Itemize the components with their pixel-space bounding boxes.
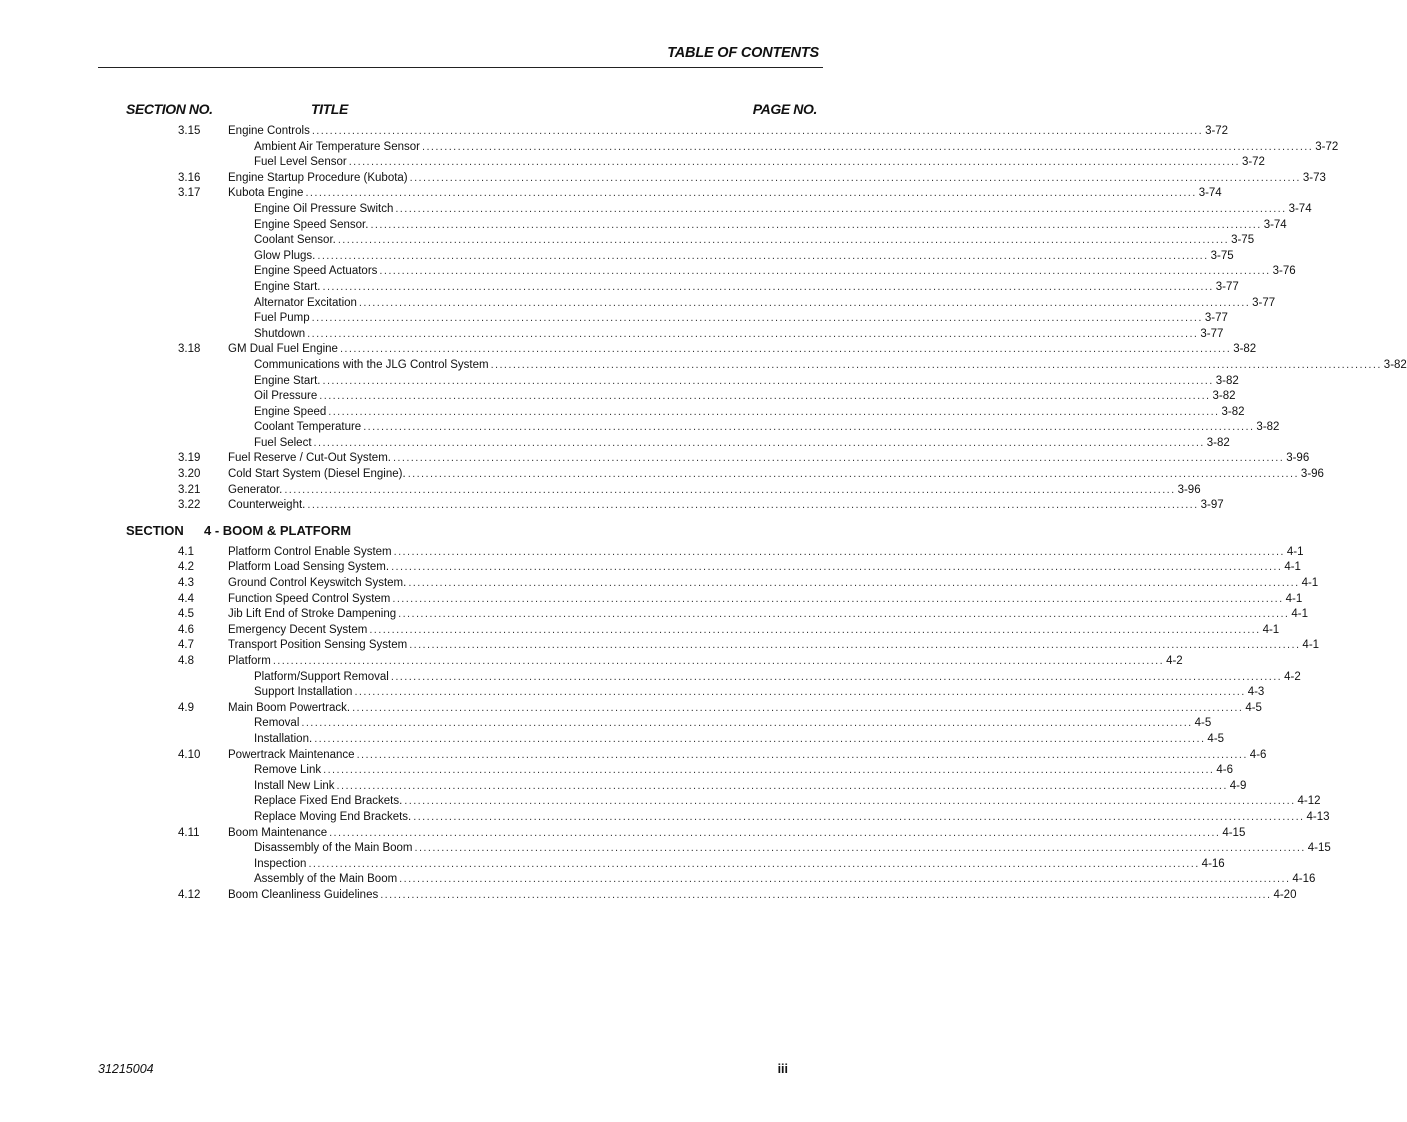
footer-page-number: iii [777, 1062, 788, 1076]
toc-entry-link[interactable] [254, 140, 1339, 156]
toc-entry-title: Support Installation [254, 686, 353, 699]
toc-entry-link[interactable] [228, 701, 1262, 717]
toc-entry-title: Engine Start. [254, 280, 321, 293]
toc-page-number: 3-82 [1221, 405, 1245, 418]
toc-row [0, 748, 1267, 764]
dot-leader: ........................................................................................................................................................................................................ [390, 670, 1283, 683]
toc-row [0, 451, 1310, 467]
toc-section-number: 4.3 [178, 577, 194, 590]
dot-leader: ........................................................................................................................................................................................................ [319, 390, 1211, 403]
toc-entry-title: Installation. [254, 732, 313, 745]
toc-row [0, 545, 1304, 561]
dot-leader: ........................................................................................................................................................................................................ [369, 623, 1261, 636]
toc-row [0, 186, 1222, 202]
toc-page-number: 4-1 [1302, 639, 1320, 652]
dot-leader: ........................................................................................................................................................................................................ [323, 764, 1215, 777]
toc-entry-link[interactable] [254, 763, 1233, 779]
dot-leader: ........................................................................................................................................................................................................ [314, 732, 1206, 745]
toc-entry-link[interactable] [228, 483, 1201, 499]
dot-leader: ........................................................................................................................................................................................................ [307, 499, 1199, 512]
toc-page-number: 4-15 [1307, 842, 1331, 855]
toc-entry-title: Jib Lift End of Stroke Dampening [228, 608, 397, 621]
toc-row [0, 638, 1320, 654]
dot-leader: ........................................................................................................................................................................................................ [490, 358, 1382, 371]
dot-leader: ........................................................................................................................................................................................................ [407, 468, 1299, 481]
toc-entry-title: Fuel Reserve / Cut-Out System. [228, 452, 391, 465]
toc-entry-link[interactable] [228, 498, 1224, 514]
toc-entry-title: Fuel Select [254, 436, 312, 449]
dot-leader: ........................................................................................................................................................................................................ [313, 436, 1205, 449]
toc-entry-title: Fuel Pump [254, 312, 310, 325]
dot-leader: ........................................................................................................................................................................................................ [395, 202, 1287, 215]
toc-section-number: 3.20 [178, 468, 201, 481]
toc-page-number: 3-96 [1177, 483, 1201, 496]
toc-entry-title: Engine Speed Sensor. [254, 218, 369, 231]
toc-row [0, 857, 1225, 873]
toc-page-number: 3-82 [1256, 421, 1280, 434]
dot-leader: ........................................................................................................................................................................................................ [311, 312, 1203, 325]
toc-entry-title: Platform [228, 655, 271, 667]
toc-entry-title: Glow Plugs. [254, 249, 316, 262]
toc-page-number: 3-73 [1302, 171, 1326, 184]
toc-row [0, 218, 1287, 234]
toc-entry-link[interactable] [254, 374, 1239, 390]
toc-entry-link[interactable] [228, 171, 1326, 187]
toc-row [0, 732, 1225, 748]
toc-entry-title: Ambient Air Temperature Sensor [254, 140, 420, 153]
dot-leader: ........................................................................................................................................................................................................ [336, 779, 1228, 792]
toc-page-number: 3-74 [1288, 202, 1312, 215]
toc-row [0, 592, 1303, 608]
toc-page-number: 3-82 [1215, 374, 1239, 387]
toc-entry-title: Engine Oil Pressure Switch [254, 202, 394, 215]
toc-row [0, 436, 1230, 452]
toc-entry-title: Ground Control Keyswitch System. [228, 577, 407, 590]
toc-section-number: 4.9 [178, 701, 194, 714]
toc-entry-title: Powertrack Maintenance [228, 748, 355, 761]
column-header-section: SECTION NO. [126, 101, 213, 117]
toc-section-number: 3.19 [178, 452, 201, 465]
dot-leader: ........................................................................................................................................................................................................ [272, 655, 1165, 667]
toc-entry-title: Main Boom Powertrack. [228, 701, 351, 714]
toc-page-number: 3-75 [1210, 249, 1234, 262]
toc-entry-link[interactable] [228, 576, 1319, 592]
toc-page-number: 3-75 [1231, 234, 1255, 247]
toc-entry-title: Kubota Engine [228, 187, 304, 200]
toc-page-number: 3-72 [1315, 140, 1339, 153]
toc-section-number: 4.8 [178, 655, 194, 667]
toc-page-number: 4-1 [1284, 561, 1301, 574]
toc-entry-title: Remove Link [254, 764, 322, 777]
toc-entry-link[interactable] [254, 732, 1225, 748]
toc-section-number: 4.10 [178, 748, 201, 761]
toc-page-number: 3-77 [1215, 280, 1239, 293]
toc-entry-link[interactable] [254, 218, 1287, 234]
dot-leader: ........................................................................................................................................................................................................ [399, 873, 1291, 886]
toc-entry-title: Install New Link [254, 779, 335, 792]
dot-leader: ........................................................................................................................................................................................................ [363, 421, 1255, 434]
toc-entry-link[interactable] [228, 748, 1267, 764]
column-header-page: PAGE NO. [752, 101, 817, 117]
toc-row [0, 872, 1316, 888]
dot-leader: ........................................................................................................................................................................................................ [305, 187, 1197, 200]
dot-leader: ........................................................................................................................................................................................................ [328, 405, 1220, 418]
toc-page-number: 4-1 [1286, 545, 1304, 558]
toc-entry-link[interactable] [254, 857, 1225, 873]
toc-entry-link[interactable] [228, 545, 1304, 561]
dot-leader: ........................................................................................................................................................................................................ [370, 218, 1262, 231]
toc-section-number: 3.21 [178, 483, 201, 496]
dot-leader: ........................................................................................................................................................................................................ [398, 608, 1290, 621]
toc-row [0, 171, 1326, 187]
toc-section-number: 4.1 [178, 545, 194, 558]
toc-row [0, 420, 1280, 436]
toc-page-number: 3-96 [1300, 468, 1324, 481]
toc-section-number: 4.2 [178, 561, 194, 574]
header-divider [98, 67, 823, 68]
toc-row [0, 296, 1276, 312]
toc-section-number: 4.4 [178, 592, 194, 605]
toc-row [0, 202, 1312, 218]
dot-leader: ........................................................................................................................................................................................................ [421, 140, 1314, 153]
toc-section-number: 4.11 [178, 826, 200, 839]
toc-entry-link[interactable] [228, 826, 1246, 842]
toc-page-number: 3-82 [1206, 436, 1230, 449]
toc-entry-link[interactable] [254, 716, 1212, 732]
toc-entry-title: Assembly of the Main Boom [254, 873, 398, 886]
toc-row [0, 607, 1308, 623]
toc-entry-link[interactable] [228, 467, 1324, 483]
toc-entry-link[interactable] [254, 311, 1228, 327]
toc-entry-title: Replace Fixed End Brackets. [254, 795, 403, 808]
toc-row [0, 841, 1331, 857]
toc-page-number: 3-97 [1200, 499, 1224, 512]
toc-page-number: 3-77 [1200, 327, 1224, 340]
toc-entry-title: Engine Controls [228, 125, 310, 137]
toc-row [0, 763, 1233, 779]
toc-entry-link[interactable] [228, 638, 1320, 654]
toc-entry-title: Transport Position Sensing System [228, 639, 408, 652]
dot-leader: ........................................................................................................................................................................................................ [358, 296, 1251, 309]
toc-entry-title: GM Dual Fuel Engine [228, 343, 338, 356]
toc-entry-link[interactable] [228, 888, 1297, 904]
toc-entry-title: Alternator Excitation [254, 296, 357, 309]
toc-entry-link[interactable] [228, 654, 1183, 670]
dot-leader: ........................................................................................................................................................................................................ [339, 343, 1232, 356]
toc-page-number: 4-9 [1229, 779, 1247, 792]
toc-entry-title: Replace Moving End Brackets. [254, 810, 412, 823]
toc-row [0, 233, 1255, 249]
dot-leader: ........................................................................................................................................................................................................ [392, 452, 1285, 465]
dot-leader: ........................................................................................................................................................................................................ [391, 561, 1283, 574]
dot-leader: ........................................................................................................................................................................................................ [348, 156, 1240, 169]
toc-page-number: 3-76 [1272, 265, 1296, 278]
toc-entry-link[interactable] [254, 296, 1276, 312]
toc-section-number: 3.17 [178, 187, 201, 200]
toc-page-number: 3-77 [1252, 296, 1276, 309]
toc-entry-title: Function Speed Control System [228, 592, 391, 605]
toc-page-number: 4-3 [1247, 686, 1265, 699]
toc-row [0, 140, 1339, 156]
toc-entry-link[interactable] [254, 358, 1407, 374]
dot-leader: ........................................................................................................................................................................................................ [317, 249, 1209, 262]
dot-leader: ........................................................................................................................................................................................................ [409, 171, 1301, 184]
table-of-contents [0, 124, 1407, 904]
dot-leader: ........................................................................................................................................................................................................ [284, 483, 1176, 496]
toc-row [0, 670, 1301, 686]
toc-page-number: 3-72 [1241, 156, 1265, 169]
toc-entry-link[interactable] [254, 420, 1280, 436]
toc-section-number: 3.16 [178, 171, 201, 184]
toc-page-number: 4-5 [1245, 701, 1262, 714]
toc-entry-link[interactable] [254, 389, 1236, 405]
toc-row [0, 155, 1265, 171]
toc-row [0, 779, 1247, 795]
dot-leader: ........................................................................................................................................................................................................ [409, 639, 1301, 652]
toc-entry-link[interactable] [254, 405, 1245, 421]
dot-leader: ........................................................................................................................................................................................................ [408, 577, 1300, 590]
toc-row [0, 498, 1224, 514]
toc-page-number: 4-1 [1285, 592, 1303, 605]
dot-leader: ........................................................................................................................................................................................................ [413, 810, 1305, 823]
section-heading [0, 520, 866, 542]
toc-entry-link[interactable] [228, 124, 1229, 140]
toc-row [0, 701, 1262, 717]
page-header-title: TABLE OF CONTENTS [667, 45, 819, 61]
toc-row [0, 888, 1297, 904]
toc-row [0, 826, 1246, 842]
toc-page-number: 4-15 [1222, 826, 1246, 839]
toc-entry-title: Boom Maintenance [228, 826, 328, 839]
dot-leader: ........................................................................................................................................................................................................ [301, 717, 1193, 730]
toc-page-number: 3-74 [1198, 187, 1222, 200]
toc-row [0, 794, 1321, 810]
toc-section-number: 3.15 [178, 125, 201, 137]
toc-entry-link[interactable] [254, 810, 1330, 826]
toc-row [0, 327, 1224, 343]
toc-entry-link[interactable] [254, 872, 1316, 888]
toc-page-number: 3-96 [1286, 452, 1310, 465]
toc-page-number: 3-82 [1233, 343, 1257, 356]
toc-entry-link[interactable] [228, 623, 1280, 639]
toc-entry-title: Emergency Decent System [228, 623, 368, 636]
toc-page-number: 4-5 [1194, 717, 1212, 730]
toc-entry-title: Cold Start System (Diesel Engine). [228, 468, 406, 481]
toc-row [0, 685, 1265, 701]
dot-leader: ........................................................................................................................................................................................................ [322, 374, 1214, 387]
toc-row [0, 124, 1229, 140]
toc-row [0, 358, 1407, 374]
toc-section-number: 4.12 [178, 888, 201, 901]
toc-entry-link[interactable] [228, 451, 1310, 467]
footer-doc-number: 31215004 [98, 1062, 154, 1076]
dot-leader: ........................................................................................................................................................................................................ [311, 125, 1204, 137]
toc-page-number: 4-2 [1166, 655, 1183, 667]
dot-leader: ........................................................................................................................................................................................................ [308, 857, 1200, 870]
toc-section-number: 3.22 [178, 499, 201, 512]
toc-row [0, 576, 1319, 592]
toc-entry-link[interactable] [254, 841, 1331, 857]
toc-row [0, 264, 1296, 280]
toc-entry-link[interactable] [254, 202, 1312, 218]
toc-entry-title: Inspection [254, 857, 307, 870]
toc-section-number: 4.5 [178, 608, 194, 621]
toc-entry-title: Fuel Level Sensor [254, 156, 347, 169]
toc-page-number: 3-82 [1212, 390, 1236, 403]
toc-entry-title: Oil Pressure [254, 390, 318, 403]
toc-page-number: 4-13 [1306, 810, 1330, 823]
dot-leader: ........................................................................................................................................................................................................ [356, 748, 1248, 761]
toc-row [0, 810, 1330, 826]
toc-row [0, 280, 1239, 296]
toc-entry-title: Platform Control Enable System [228, 545, 392, 558]
toc-page-number: 4-6 [1249, 748, 1267, 761]
toc-entry-link[interactable] [228, 592, 1303, 608]
dot-leader: ........................................................................................................................................................................................................ [414, 842, 1306, 855]
toc-entry-link[interactable] [254, 327, 1224, 343]
toc-row [0, 311, 1228, 327]
toc-entry-title: Platform/Support Removal [254, 670, 389, 683]
toc-entry-title: Removal [254, 717, 300, 730]
dot-leader: ........................................................................................................................................................................................................ [307, 327, 1199, 340]
dot-leader: ........................................................................................................................................................................................................ [379, 265, 1271, 278]
toc-entry-title: Coolant Temperature [254, 421, 362, 434]
toc-entry-title: Engine Speed [254, 405, 327, 418]
toc-row [0, 249, 1234, 265]
column-header-title: TITLE [311, 101, 348, 117]
toc-group-section-4 [0, 545, 1331, 904]
dot-leader: ........................................................................................................................................................................................................ [352, 701, 1244, 714]
toc-section-number: 4.7 [178, 639, 194, 652]
dot-leader: ........................................................................................................................................................................................................ [404, 795, 1296, 808]
dot-leader: ........................................................................................................................................................................................................ [329, 826, 1221, 839]
toc-entry-title: Boom Cleanliness Guidelines [228, 888, 379, 901]
toc-entry-link[interactable] [254, 685, 1265, 701]
section-heading-label: SECTION [126, 522, 184, 538]
toc-page-number: 4-16 [1292, 873, 1316, 886]
toc-entry-link[interactable] [228, 186, 1222, 202]
dot-leader: ........................................................................................................................................................................................................ [380, 888, 1272, 901]
toc-entry-title: Counterweight. [228, 499, 306, 512]
toc-entry-link[interactable] [254, 670, 1301, 686]
toc-row [0, 342, 1257, 358]
toc-entry-link[interactable] [228, 342, 1257, 358]
toc-entry-link[interactable] [254, 280, 1239, 296]
toc-page-number: 4-12 [1297, 795, 1321, 808]
toc-row [0, 560, 1301, 576]
toc-page-number: 4-2 [1284, 670, 1301, 683]
toc-entry-title: Disassembly of the Main Boom [254, 842, 413, 855]
toc-group-section-3 [0, 124, 1407, 514]
dot-leader: ........................................................................................................................................................................................................ [393, 545, 1285, 558]
toc-entry-link[interactable] [254, 264, 1296, 280]
toc-page-number: 4-1 [1262, 623, 1280, 636]
toc-entry-title: Shutdown [254, 327, 306, 340]
toc-entry-link[interactable] [254, 249, 1234, 265]
toc-row [0, 374, 1239, 390]
toc-entry-title: Communications with the JLG Control System [254, 358, 489, 371]
toc-entry-title: Engine Startup Procedure (Kubota) [228, 171, 408, 184]
toc-entry-link[interactable] [254, 233, 1255, 249]
toc-row [0, 483, 1201, 499]
toc-page-number: 3-72 [1205, 125, 1229, 137]
toc-entry-title: Coolant Sensor. [254, 234, 336, 247]
toc-page-number: 4-1 [1291, 608, 1308, 621]
toc-row [0, 654, 1183, 670]
toc-entry-title: Platform Load Sensing System. [228, 561, 390, 574]
toc-entry-link[interactable] [254, 155, 1265, 171]
toc-entry-link[interactable] [254, 436, 1230, 452]
toc-entry-link[interactable] [228, 607, 1308, 623]
toc-entry-link[interactable] [254, 779, 1247, 795]
toc-entry-title: Engine Start. [254, 374, 321, 387]
toc-entry-title: Generator. [228, 483, 283, 496]
toc-row [0, 405, 1245, 421]
toc-page-number: 3-82 [1383, 358, 1407, 371]
toc-row [0, 623, 1280, 639]
toc-row [0, 389, 1236, 405]
toc-page-number: 4-5 [1207, 732, 1225, 745]
toc-page-number: 4-16 [1201, 857, 1225, 870]
toc-row [0, 467, 1324, 483]
toc-page-number: 3-74 [1263, 218, 1287, 231]
toc-row [0, 716, 1212, 732]
dot-leader: ........................................................................................................................................................................................................ [354, 686, 1246, 699]
toc-section-number: 3.18 [178, 343, 201, 356]
dot-leader: ........................................................................................................................................................................................................ [337, 234, 1230, 247]
toc-page-number: 3-77 [1204, 312, 1228, 325]
toc-page-number: 4-6 [1216, 764, 1233, 777]
toc-entry-title: Engine Speed Actuators [254, 265, 378, 278]
dot-leader: ........................................................................................................................................................................................................ [392, 592, 1284, 605]
toc-page-number: 4-20 [1273, 888, 1297, 901]
toc-entry-link[interactable] [228, 560, 1301, 576]
toc-section-number: 4.6 [178, 623, 194, 636]
toc-page-number: 4-1 [1301, 577, 1319, 590]
section-heading-title: 4 - BOOM & PLATFORM [204, 522, 352, 538]
dot-leader: ........................................................................................................................................................................................................ [322, 280, 1214, 293]
toc-entry-link[interactable] [254, 794, 1321, 810]
